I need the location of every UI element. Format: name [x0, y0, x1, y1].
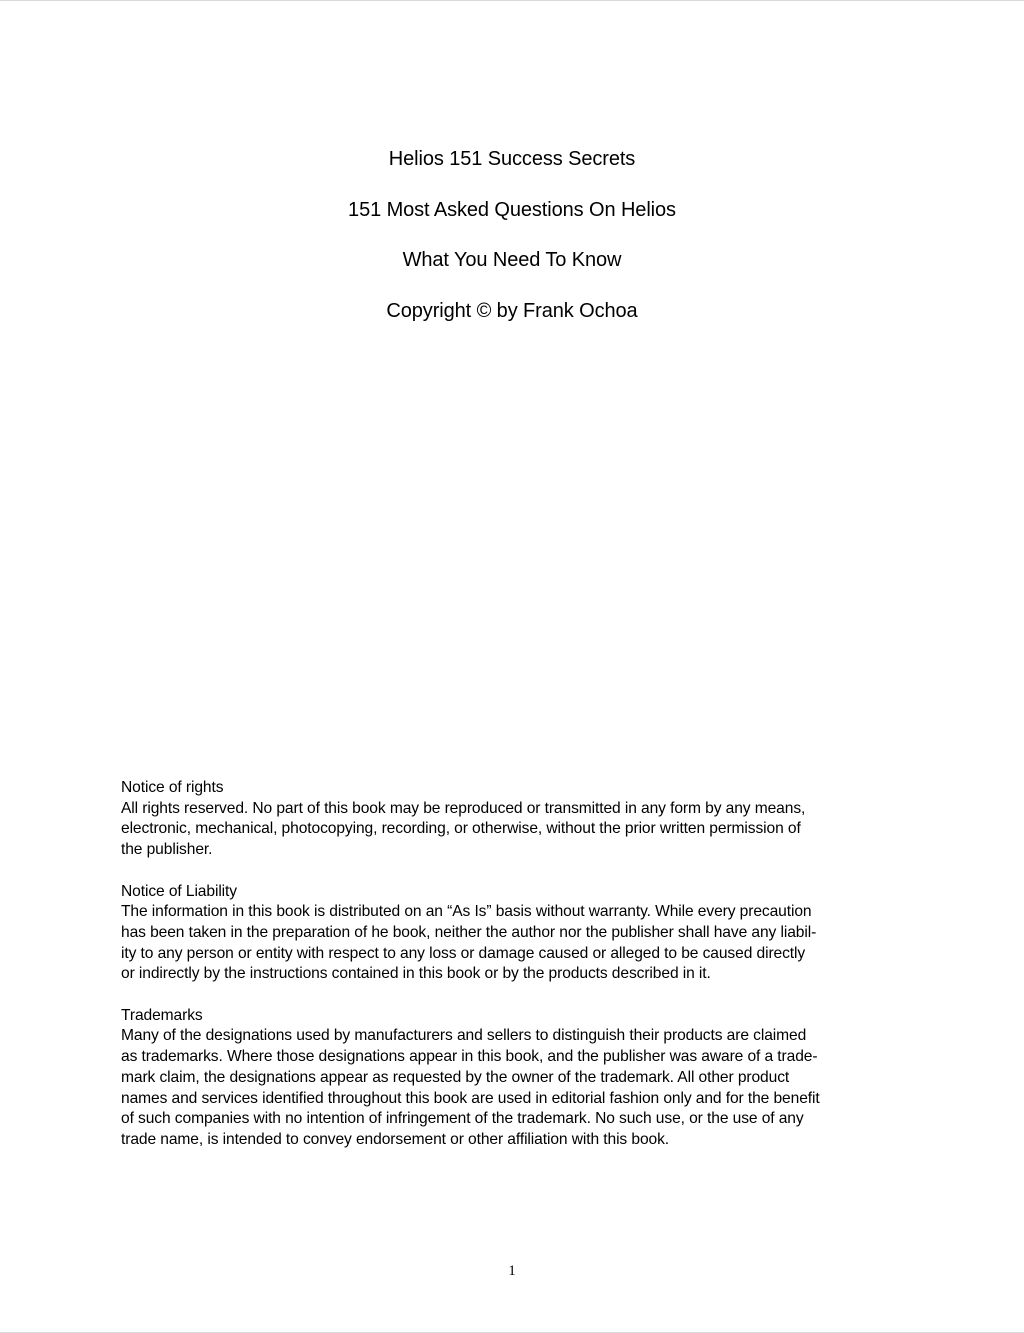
copyright-line: Copyright © by Frank Ochoa [386, 299, 638, 322]
notice-line: has been taken in the preparation of he book, neither the author nor the publisher shall have any liabil- [121, 923, 817, 941]
notice-line: of such companies with no intention of infringement of the trademark. No such use, or the use of any [121, 1110, 804, 1128]
book-title: Helios 151 Success Secrets [388, 148, 636, 170]
notice-of-liability-section [121, 882, 911, 986]
book-tagline: What You Need To Know [402, 249, 622, 271]
notice-heading: Trademarks [121, 1006, 203, 1024]
notice-line: names and services identified throughout this book are used in editorial fashion only and for the benefit [121, 1089, 820, 1107]
notice-line: ity to any person or entity with respect to any loss or damage caused or alleged to be caused directly [121, 944, 806, 962]
notice-line: electronic, mechanical, photocopying, recording, or otherwise, without the prior written permission of [121, 820, 801, 838]
notice-line: as trademarks. Where those designations appear in this book, and the publisher was aware of a trade- [121, 1048, 818, 1066]
notice-line: All rights reserved. No part of this book may be reproduced or transmitted in any form by any means, [121, 799, 806, 817]
notice-heading: Notice of Liability [121, 882, 237, 900]
notice-of-rights-section [121, 778, 911, 861]
page-number: 1 [508, 1263, 516, 1279]
notices [121, 778, 911, 1171]
notice-line: trade name, is intended to convey endorsement or other affiliation with this book. [121, 1130, 670, 1148]
title-block [0, 147, 1024, 349]
notice-line: Many of the designations used by manufacturers and sellers to distinguish their products are claimed [121, 1027, 807, 1045]
notice-line: The information in this book is distributed on an “As Is” basis without warranty. While every precaution [121, 903, 812, 921]
book-subtitle: 151 Most Asked Questions On Helios [348, 198, 676, 221]
notice-heading: Notice of rights [121, 779, 224, 796]
notice-line: the publisher. [121, 841, 213, 859]
notice-line: mark claim, the designations appear as requested by the owner of the trademark. All other product [121, 1068, 790, 1086]
trademarks-section [121, 1006, 911, 1151]
notice-line: or indirectly by the instructions contained in this book or by the products described in it. [121, 965, 711, 983]
